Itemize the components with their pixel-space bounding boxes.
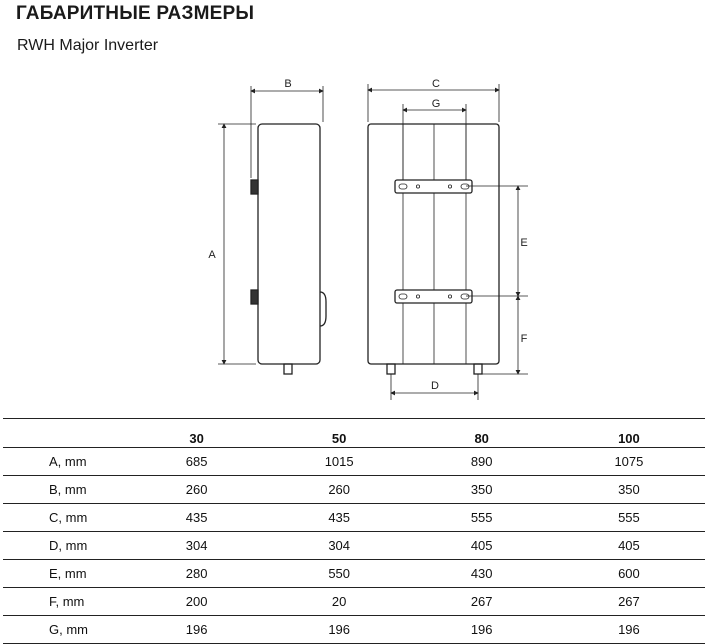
table-row [3, 504, 705, 532]
dimension-label-f: F [520, 333, 528, 345]
control-knob [320, 292, 326, 326]
dimension-label-e: E [520, 237, 528, 249]
table-cell: 267 [411, 588, 553, 616]
dimension-label-b: B [284, 78, 292, 90]
table-cell: 890 [411, 448, 553, 476]
side-view-body [258, 124, 320, 364]
table-row [3, 616, 705, 644]
table-cell: 304 [126, 532, 268, 560]
table-cell: 555 [553, 504, 705, 532]
row-label: E, mm [3, 560, 126, 588]
column-header: 100 [553, 419, 705, 448]
table-cell: 267 [553, 588, 705, 616]
dimension-g [403, 104, 466, 180]
table-row [3, 476, 705, 504]
table-cell: 260 [268, 476, 411, 504]
column-header: 50 [268, 419, 411, 448]
table-cell: 196 [268, 616, 411, 644]
dimensions-table [3, 418, 705, 644]
row-label: B, mm [3, 476, 126, 504]
table-cell: 405 [411, 532, 553, 560]
table-cell: 200 [126, 588, 268, 616]
table-cell: 685 [126, 448, 268, 476]
table-header-row [3, 419, 705, 448]
lower-mounting-rail [395, 290, 472, 303]
hot-water-pipe [474, 364, 482, 374]
front-view-body [368, 124, 499, 364]
table-cell: 435 [126, 504, 268, 532]
front-view [368, 124, 499, 374]
row-label: F, mm [3, 588, 126, 616]
upper-mount-bracket [251, 180, 258, 194]
table-cell: 196 [553, 616, 705, 644]
dimension-b [251, 86, 323, 178]
lower-mount-bracket [251, 290, 258, 304]
table-cell: 430 [411, 560, 553, 588]
table-cell: 1075 [553, 448, 705, 476]
table-cell: 20 [268, 588, 411, 616]
column-header [3, 419, 126, 448]
row-label: D, mm [3, 532, 126, 560]
dimension-e [466, 186, 528, 296]
row-label: A, mm [3, 448, 126, 476]
side-pipe [284, 364, 292, 374]
page-title: ГАБАРИТНЫЕ РАЗМЕРЫ [16, 3, 255, 24]
column-header: 30 [126, 419, 268, 448]
table-cell: 555 [411, 504, 553, 532]
table-cell: 600 [553, 560, 705, 588]
dimension-label-a: A [208, 249, 216, 261]
table-cell: 260 [126, 476, 268, 504]
table-row [3, 532, 705, 560]
model-subtitle: RWH Major Inverter [17, 37, 159, 54]
table-row [3, 560, 705, 588]
table-cell: 350 [553, 476, 705, 504]
table-cell: 304 [268, 532, 411, 560]
column-header: 80 [411, 419, 553, 448]
table-cell: 405 [553, 532, 705, 560]
row-label: C, mm [3, 504, 126, 532]
table-cell: 280 [126, 560, 268, 588]
side-view [251, 124, 326, 374]
cold-water-pipe [387, 364, 395, 374]
dimension-label-g: G [431, 98, 441, 110]
dimension-label-c: C [432, 78, 440, 90]
table-cell: 350 [411, 476, 553, 504]
table-cell: 196 [411, 616, 553, 644]
dimension-a [218, 124, 256, 364]
table-row [3, 588, 705, 616]
table-row [3, 448, 705, 476]
table-cell: 196 [126, 616, 268, 644]
row-label: G, mm [3, 616, 126, 644]
table-cell: 435 [268, 504, 411, 532]
table-cell: 550 [268, 560, 411, 588]
upper-mounting-rail [395, 180, 472, 193]
table-cell: 1015 [268, 448, 411, 476]
dimension-label-d: D [431, 380, 439, 392]
